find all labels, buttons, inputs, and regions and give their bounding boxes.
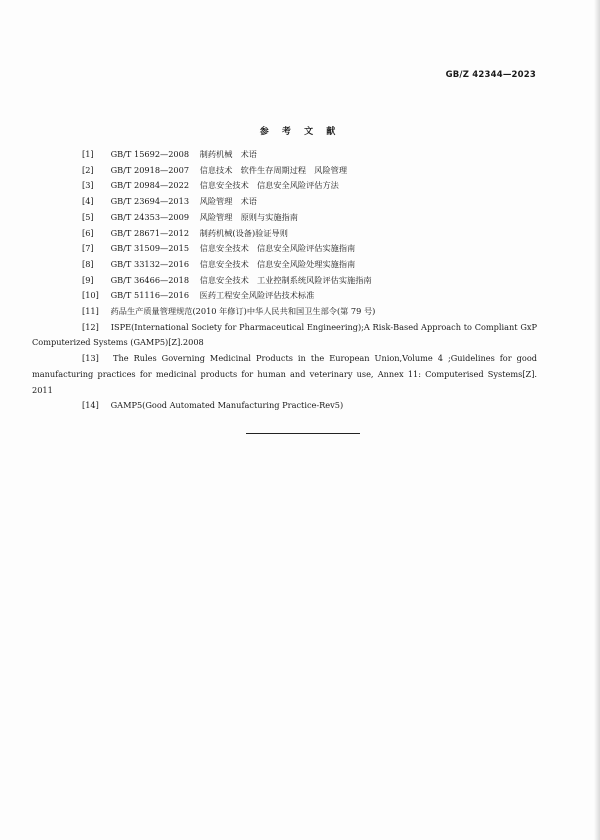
reference-code: GB/T 24353—2009 <box>110 211 190 222</box>
reference-number: [5] <box>82 211 94 222</box>
reference-number: [10] <box>82 290 99 301</box>
reference-item <box>82 241 537 257</box>
reference-item <box>32 351 537 398</box>
reference-code: GB/T 15692—2008 <box>110 149 190 159</box>
reference-item <box>82 257 537 273</box>
reference-title: 风险管理 术语 <box>199 196 257 207</box>
reference-title: 信息技术 软件生存周期过程 风险管理 <box>199 164 348 175</box>
reference-code: GB/T 20918—2007 <box>110 164 190 175</box>
reference-number: [8] <box>82 258 94 269</box>
reference-title: ISPE(International Society for Pharmaceutical Engineering);A Risk-Based Approach to Compliant GxP Computerized Systems (GAMP5)[Z].2008 <box>32 321 537 348</box>
reference-item <box>82 163 537 179</box>
reference-title: GAMP5(Good Automated Manufacturing Practice-Rev5) <box>110 400 344 411</box>
reference-item <box>82 210 537 226</box>
reference-item <box>82 194 537 210</box>
reference-code: GB/T 28671—2012 <box>110 227 190 238</box>
reference-item <box>82 398 537 414</box>
reference-item <box>82 304 537 320</box>
reference-number: [4] <box>82 196 94 207</box>
reference-code: GB/T 20984—2022 <box>110 180 190 191</box>
reference-item <box>82 226 537 242</box>
reference-number: [11] <box>82 306 99 317</box>
reference-title: The Rules Governing Medicinal Products in the European Union,Volume 4 ;Guidelines for good manufacturing practices for medicinal products for human and veterinary use, Annex 11: Computerised Systems[Z]. 2011 <box>32 353 537 395</box>
reference-number: [3] <box>82 180 94 191</box>
reference-title: 信息安全技术 信息安全风险评估方法 <box>199 180 339 191</box>
reference-item <box>82 147 537 163</box>
end-rule <box>246 433 360 434</box>
reference-title: 风险管理 原则与实施指南 <box>199 211 298 222</box>
reference-number: [12] <box>82 321 99 332</box>
reference-number: [14] <box>82 400 99 411</box>
reference-title: 信息安全技术 信息安全风险评估实施指南 <box>199 243 356 254</box>
document-number: GB/Z 42344—2023 <box>445 70 536 80</box>
reference-title: 制药机械(设备)验证导则 <box>199 227 288 238</box>
reference-title: 医药工程安全风险评估技术标准 <box>199 290 315 301</box>
reference-item <box>82 178 537 194</box>
reference-number: [13] <box>82 353 99 364</box>
reference-code: GB/T 23694—2013 <box>110 196 190 207</box>
section-title: 参 考 文 献 <box>259 127 341 137</box>
reference-item <box>82 273 537 289</box>
reference-item <box>32 320 537 351</box>
reference-title: 信息安全技术 工业控制系统风险评估实施指南 <box>199 274 372 285</box>
reference-number: [2] <box>82 164 94 175</box>
reference-title: 制药机械 术语 <box>199 149 257 159</box>
reference-number: [9] <box>82 274 94 285</box>
reference-title: 信息安全技术 信息安全风险处理实施指南 <box>199 258 356 269</box>
reference-item <box>82 288 537 304</box>
reference-number: [7] <box>82 243 94 254</box>
reference-code: GB/T 31509—2015 <box>110 243 190 254</box>
reference-number: [1] <box>82 149 94 159</box>
reference-number: [6] <box>82 227 94 238</box>
reference-code: GB/T 51116—2016 <box>110 290 190 301</box>
reference-list <box>32 147 537 414</box>
reference-code: GB/T 33132—2016 <box>110 258 190 269</box>
reference-title: 药品生产质量管理规范(2010 年修订)中华人民共和国卫生部令(第 79 号) <box>110 306 376 317</box>
reference-code: GB/T 36466—2018 <box>110 274 190 285</box>
